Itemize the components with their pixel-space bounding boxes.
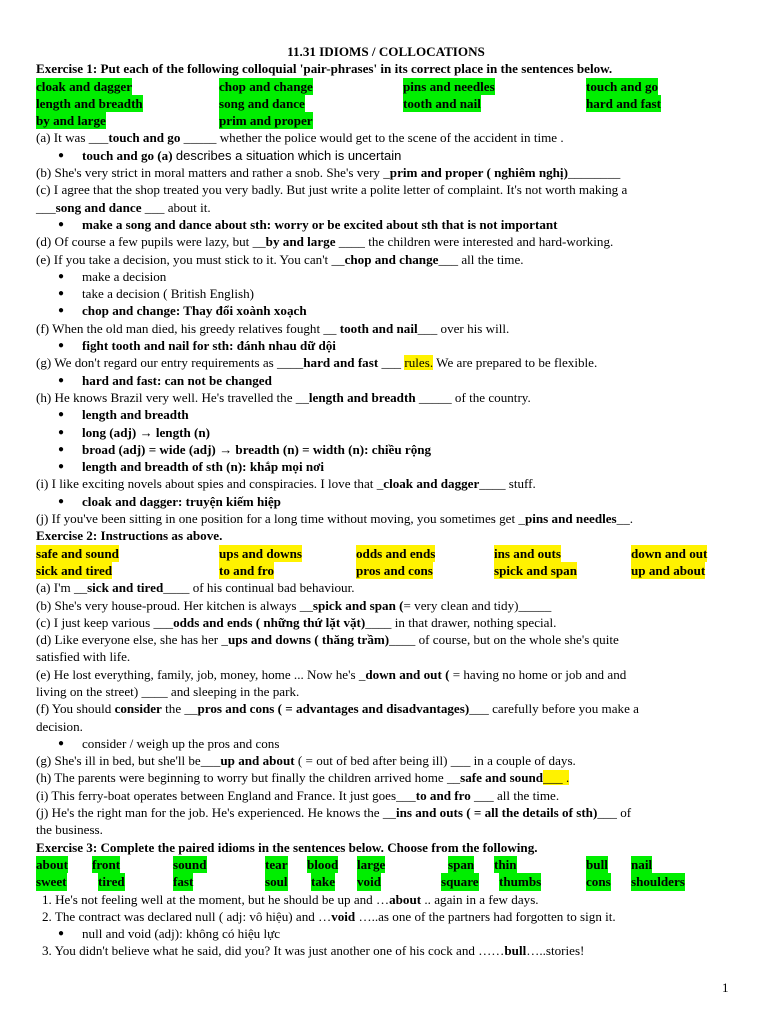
word-cell: touch and go bbox=[586, 78, 659, 94]
word-cell: front bbox=[92, 856, 121, 872]
ex2-word-row bbox=[36, 545, 736, 562]
word-cell: about bbox=[36, 856, 69, 872]
note-bullet: ● length and breadth bbox=[36, 406, 736, 423]
word-cell: by and large bbox=[36, 113, 106, 129]
sentence-e: (e) If you take a decision, you must stick to it. You can't __chop and change___ all the time. bbox=[36, 251, 524, 267]
sentence-g: (g) We don't regard our entry requirements as ____hard and fast ___ rules. We are prepared to be flexible. bbox=[36, 355, 598, 371]
ex3-sentence-3: 3. You didn't believe what he said, did you? It was just another one of his cock and ……bull…..stories! bbox=[42, 943, 585, 959]
note-bullet: ● make a song and dance about sth: worry or be excited about sth that is not important bbox=[36, 216, 736, 233]
ex2-sentence-g: (g) She's ill in bed, but she'll be___up and about ( = out of bed after being ill) ___ in a couple of days. bbox=[36, 753, 576, 769]
word-cell: prim and proper bbox=[219, 113, 313, 129]
word-cell: void bbox=[357, 874, 382, 890]
ex2-sentence-a: (a) I'm __sick and tired____ of his continual bad behaviour. bbox=[36, 580, 355, 596]
word-cell: down and out bbox=[631, 545, 708, 561]
word-cell: ins and outs bbox=[494, 545, 561, 561]
word-cell: thin bbox=[494, 856, 517, 872]
ex2-sentence-c: (c) I just keep various ___odds and ends ( những thứ lặt vặt)____ in that drawer, nothing special. bbox=[36, 614, 557, 630]
ex2-sentence-i: (i) This ferry-boat operates between England and France. It just goes___to and fro ___ all the time. bbox=[36, 787, 560, 803]
word-cell: safe and sound bbox=[36, 545, 119, 561]
sentence-c: (c) I agree that the shop treated you very badly. But just write a polite letter of complaint. It's not worth making a bbox=[36, 182, 628, 198]
word-cell: fast bbox=[173, 874, 194, 890]
exercise-3-heading: Exercise 3: Complete the paired idioms in the sentences below. Choose from the following. bbox=[36, 839, 538, 855]
word-cell: chop and change bbox=[219, 78, 313, 94]
word-cell: thumbs bbox=[499, 874, 542, 890]
ex1-word-row bbox=[36, 78, 736, 95]
ex3-word-row bbox=[36, 873, 736, 890]
document-body bbox=[36, 43, 736, 960]
ex2-sentence-j: (j) He's the right man for the job. He's experienced. He knows the __ins and outs ( = all the details of sth)___ of bbox=[36, 805, 632, 821]
word-cell: odds and ends bbox=[356, 545, 436, 561]
ex1-word-row bbox=[36, 95, 736, 112]
word-cell: span bbox=[448, 856, 475, 872]
note-bullet: ● take a decision ( British English) bbox=[36, 285, 736, 302]
note-bullet: ● length and breadth of sth (n): khắp mọi nơi bbox=[36, 458, 736, 475]
page-title: 11.31 IDIOMS / COLLOCATIONS bbox=[287, 44, 485, 59]
ex2-sentence-f: (f) You should consider the __pros and cons ( = advantages and disadvantages)___ carefully before you make a bbox=[36, 701, 639, 717]
word-cell: soul bbox=[265, 874, 288, 890]
exercise-1-heading: Exercise 1: Put each of the following colloquial 'pair-phrases' in its correct place in the sentences below. bbox=[36, 61, 613, 77]
word-cell: blood bbox=[307, 856, 339, 872]
ex2-sentence-h: (h) The parents were beginning to worry but finally the children arrived home __safe and sound___ . bbox=[36, 770, 570, 786]
sentence-b: (b) She's very strict in moral matters and rather a snob. She's very _prim and proper ( nghiêm nghị)________ bbox=[36, 165, 621, 181]
sentence-c-cont: ___song and dance ___ about it. bbox=[36, 199, 211, 215]
ex2-sentence-d-cont: satisfied with life. bbox=[36, 649, 131, 665]
sentence-h: (h) He knows Brazil very well. He's travelled the __length and breadth _____ of the country. bbox=[36, 389, 531, 405]
note-bullet: ● chop and change: Thay đổi xoành xoạch bbox=[36, 302, 736, 319]
ex2-sentence-d: (d) Like everyone else, she has her _ups and downs ( thăng trầm)____ of course, but on the whole she's quite bbox=[36, 632, 619, 648]
note-bullet: ● broad (adj) = wide (adj) → breadth (n) = width (n): chiều rộng bbox=[36, 441, 736, 458]
sentence-j: (j) If you've been sitting in one position for a long time without moving, you sometimes get _pins and needles__. bbox=[36, 511, 634, 527]
ex2-word-row bbox=[36, 562, 736, 579]
word-cell: tired bbox=[98, 874, 125, 890]
word-cell: pros and cons bbox=[356, 562, 433, 578]
ex3-sentence-2: 2. The contract was declared null ( adj: vô hiệu) and …void …..as one of the partners had forgotten to sign it. bbox=[42, 908, 616, 924]
sentence-d: (d) Of course a few pupils were lazy, but __by and large ____ the children were interested and hard-working. bbox=[36, 234, 614, 250]
word-cell: pins and needles bbox=[403, 78, 495, 94]
word-cell: square bbox=[441, 874, 479, 890]
word-cell: length and breadth bbox=[36, 95, 143, 111]
word-cell: large bbox=[357, 856, 386, 872]
word-cell: song and dance bbox=[219, 95, 305, 111]
word-cell: spick and span bbox=[494, 562, 577, 578]
note-bullet: ● touch and go (a) describes a situation which is uncertain bbox=[36, 147, 736, 164]
note-bullet: ● long (adj) → length (n) bbox=[36, 424, 736, 441]
word-cell: cons bbox=[586, 874, 611, 890]
ex3-word-row bbox=[36, 856, 736, 873]
word-cell: cloak and dagger bbox=[36, 78, 133, 94]
ex2-sentence-f-cont: decision. bbox=[36, 718, 83, 734]
word-cell: hard and fast bbox=[586, 95, 661, 111]
ex2-sentence-e: (e) He lost everything, family, job, money, home ... Now he's _down and out ( = having no home or job and and bbox=[36, 666, 627, 682]
word-cell: ups and downs bbox=[219, 545, 302, 561]
ex2-sentence-b: (b) She's very house-proud. Her kitchen is always __spick and span (= very clean and tidy)_____ bbox=[36, 597, 552, 613]
sentence-a: (a) It was ___touch and go _____ whether the police would get to the scene of the accident in time . bbox=[36, 130, 564, 146]
sentence-f: (f) When the old man died, his greedy relatives fought __ tooth and nail___ over his will. bbox=[36, 320, 510, 336]
word-cell: sick and tired bbox=[36, 562, 113, 578]
ex2-sentence-e-cont: living on the street) ____ and sleeping in the park. bbox=[36, 683, 300, 699]
word-cell: up and about bbox=[631, 562, 706, 578]
note-bullet: ● null and void (adj): không có hiệu lực bbox=[36, 925, 736, 942]
word-cell: sound bbox=[173, 856, 207, 872]
word-cell: shoulders bbox=[631, 874, 685, 890]
note-bullet: ● consider / weigh up the pros and cons bbox=[36, 735, 736, 752]
note-bullet: ● fight tooth and nail for sth: đánh nhau dữ dội bbox=[36, 337, 736, 354]
page-number: 1 bbox=[722, 980, 729, 995]
word-cell: tear bbox=[265, 856, 288, 872]
note-bullet: ● cloak and dagger: truyện kiếm hiệp bbox=[36, 493, 736, 510]
word-cell: take bbox=[311, 874, 336, 890]
word-cell: bull bbox=[586, 856, 608, 872]
sentence-i: (i) I like exciting novels about spies and conspiracies. I love that _cloak and dagger____ stuff. bbox=[36, 476, 536, 492]
word-cell: sweet bbox=[36, 874, 67, 890]
ex1-word-row bbox=[36, 112, 736, 129]
word-cell: tooth and nail bbox=[403, 95, 481, 111]
ex3-sentence-1: 1. He's not feeling well at the moment, but he should be up and …about .. again in a few days. bbox=[42, 891, 539, 907]
ex2-sentence-j-cont: the business. bbox=[36, 822, 103, 838]
note-bullet: ● hard and fast: can not be changed bbox=[36, 372, 736, 389]
word-cell: to and fro bbox=[219, 562, 275, 578]
word-cell: nail bbox=[631, 856, 653, 872]
exercise-2-heading: Exercise 2: Instructions as above. bbox=[36, 528, 223, 544]
note-bullet: ● make a decision bbox=[36, 268, 736, 285]
